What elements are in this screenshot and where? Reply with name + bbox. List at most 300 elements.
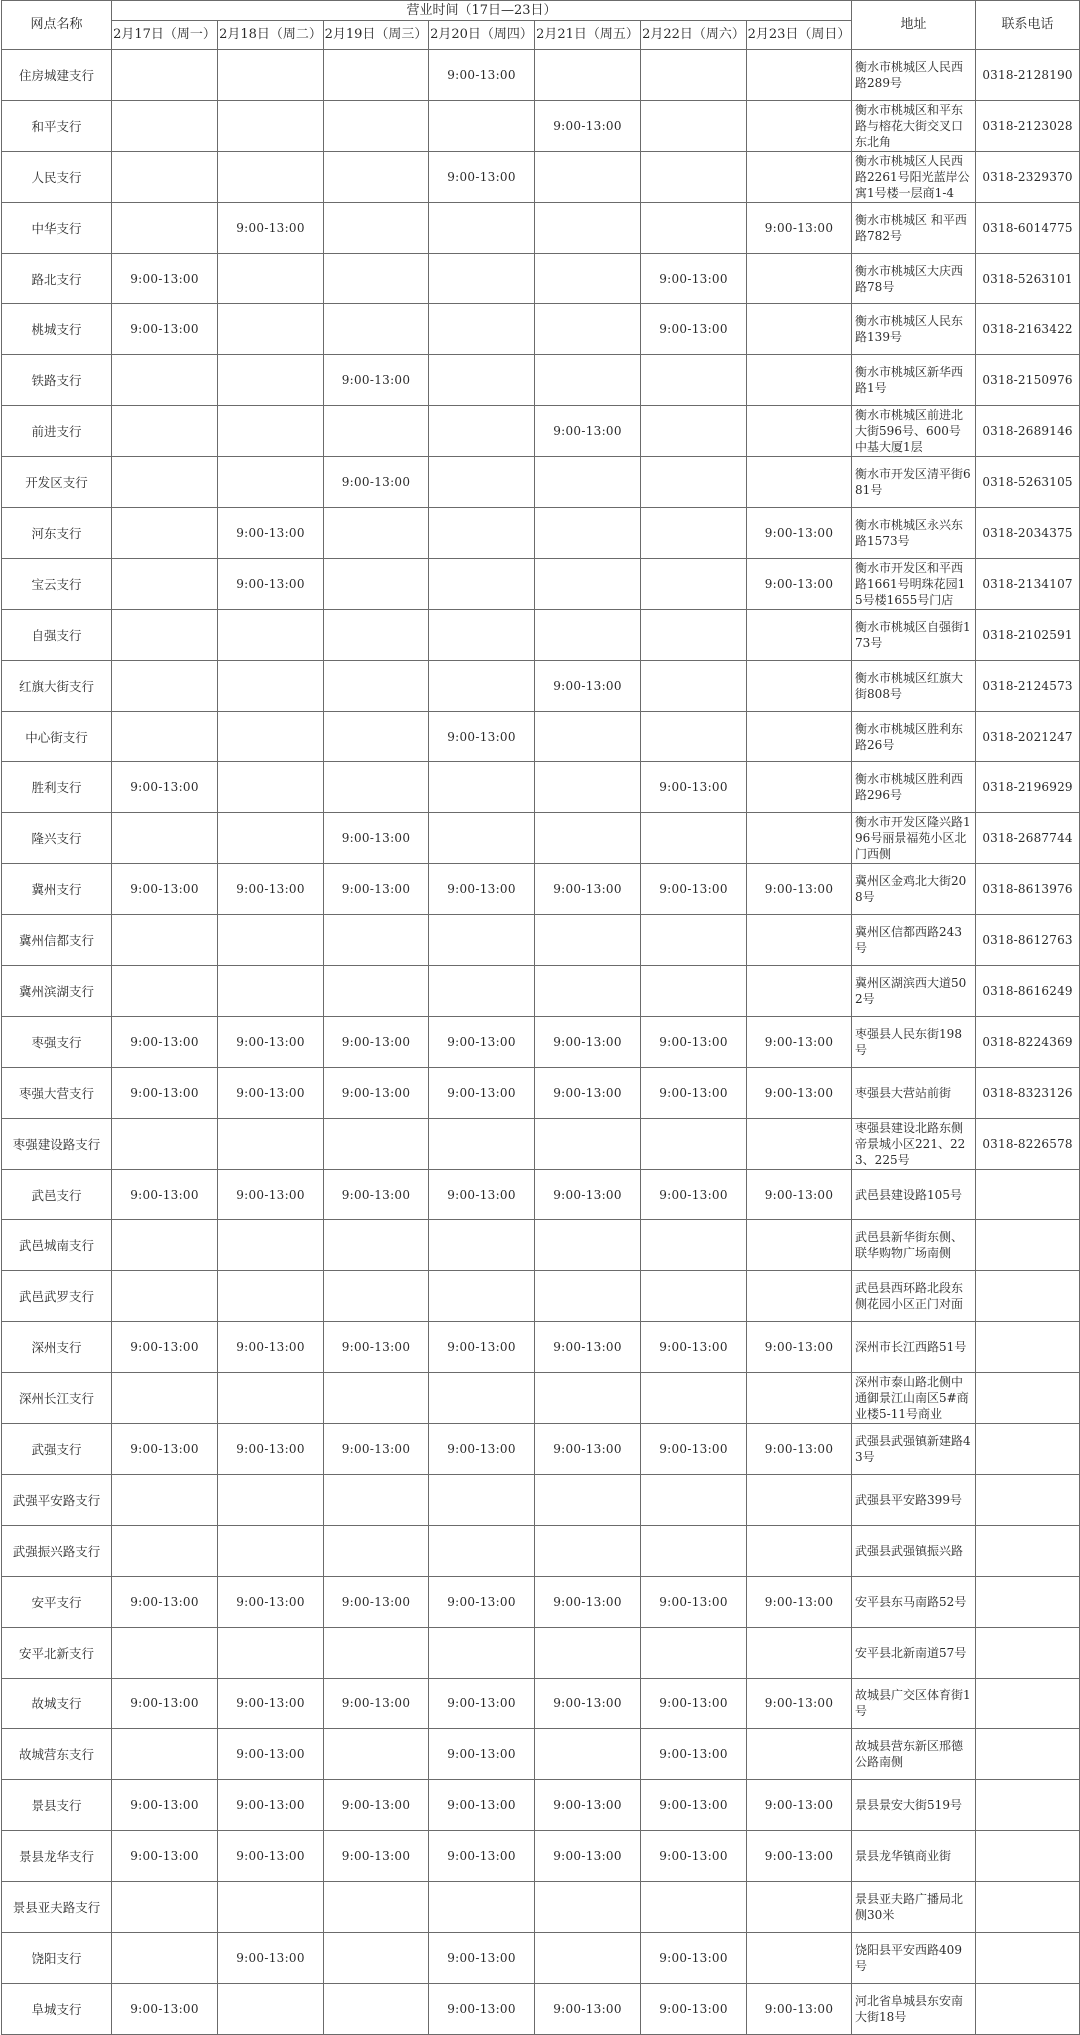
empty-hours-cell	[747, 711, 852, 762]
table-row	[2, 1474, 1080, 1525]
table-body	[2, 50, 1080, 2035]
address-cell: 武邑县西环路北段东侧花园小区正门对面	[852, 1271, 976, 1322]
empty-hours-cell	[218, 457, 324, 508]
table-row	[2, 1729, 1080, 1780]
hours-cell: 9:00-13:00	[747, 1780, 852, 1831]
hours-cell: 9:00-13:00	[218, 1576, 324, 1627]
empty-hours-cell	[535, 1932, 641, 1983]
address-header: 地址	[852, 1, 976, 50]
phone-cell	[976, 1271, 1080, 1322]
hours-cell: 9:00-13:00	[429, 151, 535, 202]
phone-cell: 0318-2123028	[976, 100, 1080, 151]
day-header: 2月21日（周五）	[535, 21, 641, 50]
empty-hours-cell	[112, 355, 218, 406]
hours-cell: 9:00-13:00	[747, 1576, 852, 1627]
phone-header: 联系电话	[976, 1, 1080, 50]
table-row	[2, 100, 1080, 151]
table-row	[2, 711, 1080, 762]
hours-cell: 9:00-13:00	[641, 253, 747, 304]
hours-cell: 9:00-13:00	[535, 1169, 641, 1220]
address-cell: 故城县营东新区邢德公路南侧	[852, 1729, 976, 1780]
hours-cell: 9:00-13:00	[429, 50, 535, 101]
address-cell: 衡水市桃城区胜利西路296号	[852, 762, 976, 813]
empty-hours-cell	[324, 1983, 429, 2034]
empty-hours-cell	[112, 50, 218, 101]
empty-hours-cell	[324, 1882, 429, 1933]
day-header: 2月20日（周四）	[429, 21, 535, 50]
branch-name-cell: 住房城建支行	[2, 50, 112, 101]
table-row	[2, 1780, 1080, 1831]
address-cell: 冀州区湖滨西大道502号	[852, 966, 976, 1017]
hours-cell: 9:00-13:00	[747, 864, 852, 915]
hours-cell: 9:00-13:00	[112, 864, 218, 915]
branch-name-cell: 河东支行	[2, 508, 112, 559]
empty-hours-cell	[641, 660, 747, 711]
empty-hours-cell	[535, 609, 641, 660]
empty-hours-cell	[112, 915, 218, 966]
empty-hours-cell	[324, 1525, 429, 1576]
empty-hours-cell	[429, 1882, 535, 1933]
table-row	[2, 1373, 1080, 1424]
table-row	[2, 406, 1080, 457]
hours-cell: 9:00-13:00	[218, 1016, 324, 1067]
empty-hours-cell	[218, 966, 324, 1017]
address-cell: 故城县广交区体育街1号	[852, 1678, 976, 1729]
hours-cell: 9:00-13:00	[747, 558, 852, 609]
hours-cell: 9:00-13:00	[641, 864, 747, 915]
empty-hours-cell	[112, 966, 218, 1017]
empty-hours-cell	[747, 355, 852, 406]
branch-name-cell: 武强平安路支行	[2, 1474, 112, 1525]
header-row-top	[2, 1, 1080, 21]
hours-cell: 9:00-13:00	[747, 1322, 852, 1373]
table-row	[2, 253, 1080, 304]
branch-name-cell: 开发区支行	[2, 457, 112, 508]
empty-hours-cell	[324, 253, 429, 304]
hours-cell: 9:00-13:00	[218, 1729, 324, 1780]
empty-hours-cell	[429, 508, 535, 559]
address-cell: 武强县武强镇新建路43号	[852, 1424, 976, 1475]
empty-hours-cell	[641, 457, 747, 508]
hours-cell: 9:00-13:00	[747, 1983, 852, 2034]
hours-cell: 9:00-13:00	[324, 1067, 429, 1118]
hours-cell: 9:00-13:00	[112, 762, 218, 813]
phone-cell: 0318-8323126	[976, 1067, 1080, 1118]
empty-hours-cell	[429, 100, 535, 151]
empty-hours-cell	[112, 1525, 218, 1576]
hours-cell: 9:00-13:00	[112, 1831, 218, 1882]
phone-cell: 0318-8616249	[976, 966, 1080, 1017]
empty-hours-cell	[747, 1932, 852, 1983]
empty-hours-cell	[324, 1220, 429, 1271]
empty-hours-cell	[641, 1271, 747, 1322]
hours-cell: 9:00-13:00	[641, 1424, 747, 1475]
hours-cell: 9:00-13:00	[535, 406, 641, 457]
empty-hours-cell	[218, 609, 324, 660]
empty-hours-cell	[324, 711, 429, 762]
hours-cell: 9:00-13:00	[218, 1322, 324, 1373]
address-cell: 景县景安大街519号	[852, 1780, 976, 1831]
empty-hours-cell	[747, 50, 852, 101]
hours-cell: 9:00-13:00	[535, 1983, 641, 2034]
hours-cell: 9:00-13:00	[112, 1780, 218, 1831]
address-cell: 武邑县新华街东侧、联华购物广场南侧	[852, 1220, 976, 1271]
empty-hours-cell	[324, 1627, 429, 1678]
empty-hours-cell	[641, 915, 747, 966]
empty-hours-cell	[429, 609, 535, 660]
branch-name-cell: 前进支行	[2, 406, 112, 457]
branch-name-cell: 铁路支行	[2, 355, 112, 406]
hours-cell: 9:00-13:00	[429, 1322, 535, 1373]
empty-hours-cell	[218, 151, 324, 202]
empty-hours-cell	[324, 1729, 429, 1780]
hours-cell: 9:00-13:00	[218, 508, 324, 559]
empty-hours-cell	[641, 609, 747, 660]
hours-cell: 9:00-13:00	[112, 1983, 218, 2034]
empty-hours-cell	[747, 660, 852, 711]
empty-hours-cell	[324, 1474, 429, 1525]
empty-hours-cell	[324, 1373, 429, 1424]
empty-hours-cell	[324, 1932, 429, 1983]
empty-hours-cell	[324, 609, 429, 660]
hours-cell: 9:00-13:00	[747, 1067, 852, 1118]
empty-hours-cell	[747, 151, 852, 202]
address-cell: 衡水市开发区清平街681号	[852, 457, 976, 508]
empty-hours-cell	[535, 966, 641, 1017]
table-row	[2, 457, 1080, 508]
day-header: 2月23日（周日）	[747, 21, 852, 50]
empty-hours-cell	[641, 1627, 747, 1678]
empty-hours-cell	[429, 202, 535, 253]
empty-hours-cell	[218, 355, 324, 406]
empty-hours-cell	[641, 558, 747, 609]
phone-cell: 0318-2124573	[976, 660, 1080, 711]
empty-hours-cell	[218, 253, 324, 304]
empty-hours-cell	[429, 966, 535, 1017]
phone-cell	[976, 1729, 1080, 1780]
hours-cell: 9:00-13:00	[324, 1678, 429, 1729]
empty-hours-cell	[535, 558, 641, 609]
address-cell: 衡水市桃城区大庆西路78号	[852, 253, 976, 304]
branch-name-cell: 桃城支行	[2, 304, 112, 355]
empty-hours-cell	[112, 660, 218, 711]
empty-hours-cell	[535, 711, 641, 762]
empty-hours-cell	[218, 660, 324, 711]
hours-cell: 9:00-13:00	[218, 1780, 324, 1831]
table-row	[2, 1271, 1080, 1322]
address-cell: 衡水市桃城区人民西路2261号阳光蓝岸公寓1号楼一层商1-4	[852, 151, 976, 202]
empty-hours-cell	[112, 100, 218, 151]
hours-cell: 9:00-13:00	[112, 253, 218, 304]
hours-cell: 9:00-13:00	[429, 1983, 535, 2034]
hours-cell: 9:00-13:00	[112, 1067, 218, 1118]
hours-cell: 9:00-13:00	[747, 1016, 852, 1067]
table-row	[2, 508, 1080, 559]
empty-hours-cell	[535, 1474, 641, 1525]
empty-hours-cell	[324, 1118, 429, 1169]
table-row	[2, 1220, 1080, 1271]
phone-cell: 0318-5263101	[976, 253, 1080, 304]
empty-hours-cell	[641, 202, 747, 253]
hours-cell: 9:00-13:00	[218, 1169, 324, 1220]
hours-cell: 9:00-13:00	[112, 1169, 218, 1220]
address-cell: 枣强县建设北路东侧帝景城小区221、223、225号	[852, 1118, 976, 1169]
branch-hours-table	[1, 0, 1080, 2035]
address-cell: 深州市长江西路51号	[852, 1322, 976, 1373]
address-cell: 衡水市桃城区胜利东路26号	[852, 711, 976, 762]
empty-hours-cell	[112, 558, 218, 609]
hours-cell: 9:00-13:00	[429, 1729, 535, 1780]
phone-cell: 0318-2689146	[976, 406, 1080, 457]
table-row	[2, 50, 1080, 101]
empty-hours-cell	[324, 406, 429, 457]
empty-hours-cell	[641, 1373, 747, 1424]
empty-hours-cell	[535, 1373, 641, 1424]
table-row	[2, 1067, 1080, 1118]
address-cell: 衡水市桃城区人民西路289号	[852, 50, 976, 101]
empty-hours-cell	[429, 406, 535, 457]
hours-cell: 9:00-13:00	[324, 1424, 429, 1475]
empty-hours-cell	[112, 1271, 218, 1322]
phone-cell: 0318-6014775	[976, 202, 1080, 253]
branch-name-cell: 冀州滨湖支行	[2, 966, 112, 1017]
empty-hours-cell	[112, 711, 218, 762]
empty-hours-cell	[641, 966, 747, 1017]
phone-cell	[976, 1220, 1080, 1271]
branch-name-cell: 路北支行	[2, 253, 112, 304]
branch-name-cell: 故城营东支行	[2, 1729, 112, 1780]
hours-cell: 9:00-13:00	[747, 1169, 852, 1220]
table-row	[2, 558, 1080, 609]
branch-name-cell: 和平支行	[2, 100, 112, 151]
branch-name-cell: 阜城支行	[2, 1983, 112, 2034]
phone-cell	[976, 1678, 1080, 1729]
phone-cell	[976, 1932, 1080, 1983]
branch-name-cell: 隆兴支行	[2, 813, 112, 864]
empty-hours-cell	[112, 457, 218, 508]
hours-cell: 9:00-13:00	[112, 304, 218, 355]
hours-cell: 9:00-13:00	[641, 1322, 747, 1373]
phone-cell	[976, 1474, 1080, 1525]
empty-hours-cell	[112, 1118, 218, 1169]
empty-hours-cell	[429, 253, 535, 304]
table-row	[2, 1169, 1080, 1220]
empty-hours-cell	[324, 508, 429, 559]
hours-cell: 9:00-13:00	[641, 1169, 747, 1220]
empty-hours-cell	[429, 1118, 535, 1169]
table-row	[2, 864, 1080, 915]
hours-cell: 9:00-13:00	[747, 508, 852, 559]
hours-cell: 9:00-13:00	[324, 1831, 429, 1882]
branch-name-cell: 景县支行	[2, 1780, 112, 1831]
empty-hours-cell	[324, 558, 429, 609]
hours-cell: 9:00-13:00	[641, 1067, 747, 1118]
branch-name-cell: 红旗大街支行	[2, 660, 112, 711]
empty-hours-cell	[747, 406, 852, 457]
empty-hours-cell	[218, 915, 324, 966]
address-cell: 安平县北新南道57号	[852, 1627, 976, 1678]
empty-hours-cell	[641, 100, 747, 151]
phone-cell	[976, 1780, 1080, 1831]
empty-hours-cell	[218, 813, 324, 864]
empty-hours-cell	[747, 813, 852, 864]
address-cell: 深州市泰山路北侧中通御景江山南区5#商业楼5-11号商业	[852, 1373, 976, 1424]
hours-cell: 9:00-13:00	[535, 1424, 641, 1475]
empty-hours-cell	[218, 304, 324, 355]
address-cell: 枣强县人民东街198号	[852, 1016, 976, 1067]
hours-cell: 9:00-13:00	[429, 1169, 535, 1220]
empty-hours-cell	[747, 1627, 852, 1678]
branch-name-cell: 枣强建设路支行	[2, 1118, 112, 1169]
empty-hours-cell	[747, 1220, 852, 1271]
address-cell: 衡水市桃城区和平东路与榕花大街交叉口东北角	[852, 100, 976, 151]
empty-hours-cell	[218, 406, 324, 457]
hours-cell: 9:00-13:00	[747, 1678, 852, 1729]
hours-cell: 9:00-13:00	[535, 1322, 641, 1373]
phone-cell: 0318-2150976	[976, 355, 1080, 406]
empty-hours-cell	[429, 304, 535, 355]
hours-cell: 9:00-13:00	[641, 1983, 747, 2034]
branch-name-cell: 故城支行	[2, 1678, 112, 1729]
table-row	[2, 1525, 1080, 1576]
table-row	[2, 1627, 1080, 1678]
hours-cell: 9:00-13:00	[429, 864, 535, 915]
empty-hours-cell	[641, 711, 747, 762]
branch-name-cell: 武邑城南支行	[2, 1220, 112, 1271]
empty-hours-cell	[535, 50, 641, 101]
hours-cell: 9:00-13:00	[112, 1016, 218, 1067]
hours-cell: 9:00-13:00	[324, 864, 429, 915]
empty-hours-cell	[747, 609, 852, 660]
table-row	[2, 202, 1080, 253]
empty-hours-cell	[641, 355, 747, 406]
day-header: 2月17日（周一）	[112, 21, 218, 50]
table-row	[2, 915, 1080, 966]
empty-hours-cell	[535, 1627, 641, 1678]
empty-hours-cell	[535, 202, 641, 253]
empty-hours-cell	[641, 151, 747, 202]
empty-hours-cell	[218, 1373, 324, 1424]
empty-hours-cell	[429, 1373, 535, 1424]
address-cell: 武强县平安路399号	[852, 1474, 976, 1525]
empty-hours-cell	[535, 762, 641, 813]
table-row	[2, 1882, 1080, 1933]
hours-cell: 9:00-13:00	[747, 1831, 852, 1882]
branch-name-cell: 安平支行	[2, 1576, 112, 1627]
empty-hours-cell	[429, 1271, 535, 1322]
phone-cell	[976, 1424, 1080, 1475]
branch-name-cell: 深州长江支行	[2, 1373, 112, 1424]
hours-cell: 9:00-13:00	[429, 1576, 535, 1627]
phone-cell: 0318-2102591	[976, 609, 1080, 660]
empty-hours-cell	[218, 1118, 324, 1169]
empty-hours-cell	[112, 609, 218, 660]
branch-name-cell: 饶阳支行	[2, 1932, 112, 1983]
empty-hours-cell	[535, 813, 641, 864]
branch-name-cell: 深州支行	[2, 1322, 112, 1373]
empty-hours-cell	[429, 355, 535, 406]
branch-name-cell: 枣强支行	[2, 1016, 112, 1067]
empty-hours-cell	[535, 1118, 641, 1169]
address-cell: 武邑县建设路105号	[852, 1169, 976, 1220]
hours-cell: 9:00-13:00	[535, 1831, 641, 1882]
empty-hours-cell	[641, 1882, 747, 1933]
hours-cell: 9:00-13:00	[324, 1169, 429, 1220]
hours-cell: 9:00-13:00	[429, 1831, 535, 1882]
hours-cell: 9:00-13:00	[324, 1322, 429, 1373]
phone-cell: 0318-2034375	[976, 508, 1080, 559]
address-cell: 枣强县大营站前街	[852, 1067, 976, 1118]
empty-hours-cell	[535, 151, 641, 202]
empty-hours-cell	[218, 1474, 324, 1525]
address-cell: 景县龙华镇商业街	[852, 1831, 976, 1882]
address-cell: 衡水市桃城区自强街173号	[852, 609, 976, 660]
day-header: 2月22日（周六）	[641, 21, 747, 50]
empty-hours-cell	[112, 1373, 218, 1424]
table-row	[2, 1932, 1080, 1983]
empty-hours-cell	[218, 1983, 324, 2034]
empty-hours-cell	[535, 915, 641, 966]
address-cell: 冀州区信都西路243号	[852, 915, 976, 966]
table-row	[2, 1983, 1080, 2034]
empty-hours-cell	[535, 1220, 641, 1271]
hours-cell: 9:00-13:00	[535, 1678, 641, 1729]
hours-cell: 9:00-13:00	[324, 1780, 429, 1831]
empty-hours-cell	[112, 508, 218, 559]
empty-hours-cell	[324, 50, 429, 101]
phone-cell	[976, 1525, 1080, 1576]
business-hours-header: 营业时间（17日—23日）	[112, 1, 852, 21]
branch-name-cell: 人民支行	[2, 151, 112, 202]
address-cell: 衡水市桃城区永兴东路1573号	[852, 508, 976, 559]
phone-cell	[976, 1627, 1080, 1678]
empty-hours-cell	[429, 1525, 535, 1576]
hours-cell: 9:00-13:00	[324, 457, 429, 508]
branch-name-cell: 冀州支行	[2, 864, 112, 915]
empty-hours-cell	[641, 1220, 747, 1271]
empty-hours-cell	[429, 1220, 535, 1271]
hours-cell: 9:00-13:00	[112, 1678, 218, 1729]
empty-hours-cell	[641, 406, 747, 457]
hours-cell: 9:00-13:00	[324, 1576, 429, 1627]
empty-hours-cell	[641, 813, 747, 864]
empty-hours-cell	[747, 1271, 852, 1322]
address-cell: 衡水市桃城区 和平西路782号	[852, 202, 976, 253]
hours-cell: 9:00-13:00	[535, 100, 641, 151]
hours-cell: 9:00-13:00	[324, 1016, 429, 1067]
branch-name-cell: 武邑武罗支行	[2, 1271, 112, 1322]
phone-cell: 0318-5263105	[976, 457, 1080, 508]
hours-cell: 9:00-13:00	[535, 1016, 641, 1067]
phone-cell: 0318-8226578	[976, 1118, 1080, 1169]
hours-cell: 9:00-13:00	[535, 1067, 641, 1118]
hours-cell: 9:00-13:00	[218, 1831, 324, 1882]
empty-hours-cell	[218, 100, 324, 151]
hours-cell: 9:00-13:00	[218, 202, 324, 253]
empty-hours-cell	[218, 1882, 324, 1933]
empty-hours-cell	[324, 966, 429, 1017]
branch-name-cell: 景县亚夫路支行	[2, 1882, 112, 1933]
hours-cell: 9:00-13:00	[429, 1424, 535, 1475]
table-row	[2, 151, 1080, 202]
hours-cell: 9:00-13:00	[429, 1932, 535, 1983]
address-cell: 安平县东马南路52号	[852, 1576, 976, 1627]
empty-hours-cell	[324, 304, 429, 355]
empty-hours-cell	[747, 1373, 852, 1424]
hours-cell: 9:00-13:00	[429, 1016, 535, 1067]
branch-name-cell: 自强支行	[2, 609, 112, 660]
empty-hours-cell	[535, 1882, 641, 1933]
